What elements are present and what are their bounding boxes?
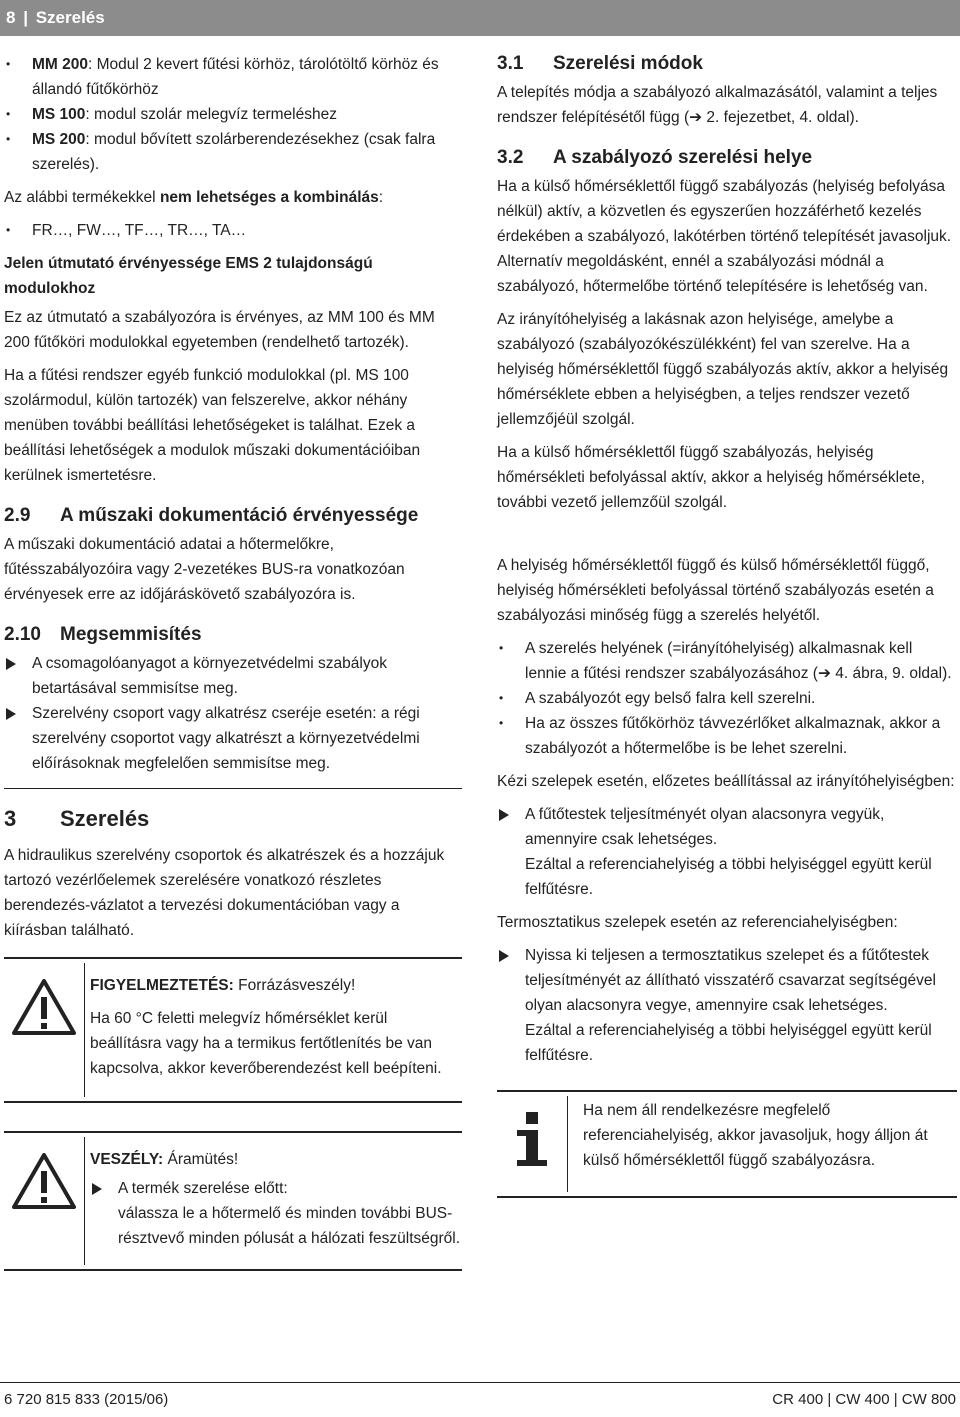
ems-heading: Jelen útmutató érvényessége EMS 2 tulajdonságú modulokhoz	[4, 255, 373, 297]
disposal-list	[4, 651, 462, 776]
combo-note: Az alábbi termékekkel nem lehetséges a kombinálás:	[4, 189, 384, 206]
danger-list	[90, 1176, 462, 1251]
section-2-10-heading: 2.10 Megsemmisítés	[4, 624, 202, 645]
warning-divider	[84, 1137, 85, 1265]
section-3-1-paragraph: A telepítés módja a szabályozó alkalmazásától, valamint a teljes rendszer felépítésétől függ (➔ 2. fejezetbet, 4. oldal).	[497, 84, 938, 126]
info-box	[497, 1090, 957, 1198]
paragraph: Ha a külső hőmérséklettől függő szabályozás (helyiség befolyása nélkül) aktív, a közvetlen és egyszerűen hozzáférhető kezelés érdekében a szabályozó, lakótérben történő telepítését javasoljuk. Alternatív megoldásként, ennél a szabályozási módnál a szabályozó, hőtermelőbe történő telepítésére is lehetőség van.	[497, 178, 952, 295]
info-text: Ha nem áll rendelkezésre megfelelő referenciahelyiség, akkor javasoljuk, hogy álljon át külső hőmérséklettől függő szabályozásra.	[583, 1102, 928, 1169]
chapter-3-paragraph: A hidraulikus szerelvény csoportok és alkatrészek és a hozzájuk tartozó vezérlőelemek szerelésére vonatkozó részletes berendezés-vázlatot a tervezési dokumentációban vagy a kiírásban található.	[4, 847, 445, 939]
warning-triangle-icon	[12, 979, 76, 1035]
list-item: A fűtőtestek teljesítményét olyan alacsonyra vegyük, amennyire csak lehetséges. Ezáltal a referenciahelyiség a többi helyiséggel együtt kerül felfűtésre.	[497, 802, 957, 902]
paragraph: Ha a külső hőmérséklettől függő szabályozás, helyiség hőmérsékleti befolyással aktív, akkor a helyiség hőmérséklete, további vezető jellemzőül szolgál.	[497, 444, 925, 511]
page-number: 8	[6, 8, 16, 27]
header-separator: |	[23, 8, 28, 27]
ems-paragraph-2: Ha a fűtési rendszer egyéb funkció modulokkal (pl. MS 100 szolármodul, külön tartozék) van felszerelve, akkor néhány menüben további beállítási lehetőségeket is találhat. Ezek a beállítási lehetőségek a modulok műszaki dokumentációiban kerülnek ismertetésre.	[4, 367, 421, 484]
warning-box-scald	[4, 957, 462, 1103]
right-column	[497, 52, 957, 1198]
list-item: Nyissa ki teljesen a termosztatikus szelepet és a fűtőtestek teljesítményét az állítható visszatérő csavarzat segítségével olyan alacsonyra vegye, amennyire csak lehetséges. Ezáltal a referenciahelyiség a többi helyiséggel együtt kerül felfűtésre.	[497, 943, 957, 1068]
section-divider	[4, 788, 462, 789]
placement-list	[497, 636, 957, 761]
list-item: A termék szerelése előtt: válassza le a hőtermelő és minden további BUS-résztvevő minden pólusát a hálózati feszültségről.	[90, 1176, 462, 1251]
list-item: • FR…, FW…, TF…, TR…, TA…	[4, 218, 462, 243]
paragraph: Kézi szelepek esetén, előzetes beállítással az irányítóhelyiségben:	[497, 773, 955, 790]
warning-text: Ha 60 °C feletti melegvíz hőmérséklet kerül beállításra vagy ha a termikus fertőtlenítés be van kapcsolva, akkor keverőberendezést kell beépíteni.	[90, 1010, 442, 1077]
paragraph: A helyiség hőmérséklettől függő és külső hőmérséklettől függő, helyiség hőmérsékleti befolyással történő szabályozás esetén a szabályozási minőség függ a szerelés helyétől.	[497, 557, 934, 624]
combo-list	[4, 218, 462, 243]
section-3-1-heading: 3.1 Szerelési módok	[497, 53, 703, 74]
list-item: • MS 200: modul bővített szolárberendezésekhez (csak falra szerelés).	[4, 127, 462, 177]
list-item: • MS 100: modul szolár melegvíz termeléshez	[4, 102, 462, 127]
document-number: 6 720 815 833 (2015/06)	[4, 1391, 169, 1408]
paragraph: Termosztatikus szelepek esetén az referenciahelyiségben:	[497, 914, 898, 931]
section-3-2-heading: 3.2 A szabályozó szerelési helye	[497, 147, 813, 168]
list-item: • A szabályozót egy belső falra kell szerelni.	[497, 686, 957, 711]
list-item: • A szerelés helyének (=irányítóhelyiség) alkalmasnak kell lennie a fűtési rendszer szabályozásához (➔ 4. ábra, 9. oldal).	[497, 636, 957, 686]
list-item: • Ha az összes fűtőkörhöz távvezérlőket alkalmaznak, akkor a szabályozót a hőtermelőbe is be lehet szerelni.	[497, 711, 957, 761]
page-header	[0, 0, 960, 36]
section-2-9-paragraph: A műszaki dokumentáció adatai a hőtermelőkre, fűtésszabályozóira vagy 2-vezetékes BUS-ra vonatkozóan érvényesek erre az időjáráskövető szabályozóra is.	[4, 536, 405, 603]
list-item: A csomagolóanyagot a környezetvédelmi szabályok betartásával semmisítse meg.	[4, 651, 462, 701]
header-section: Szerelés	[35, 8, 105, 27]
ems-paragraph-1: Ez az útmutató a szabályozóra is érvényes, az MM 100 és MM 200 fűtőköri modulokkal egyetemben (rendelhető tartozék).	[4, 309, 435, 351]
list-item: • MM 200: Modul 2 kevert fűtési körhöz, tárolótöltő körhöz és állandó fűtőkörhöz	[4, 52, 462, 102]
left-column	[4, 52, 462, 1271]
section-2-9-heading: 2.9 A műszaki dokumentáció érvényessége	[4, 505, 419, 526]
paragraph: Az irányítóhelyiség a lakásnak azon helyisége, amelybe a szabályozó (szabályozókészülékként) fel van szerelve. Ha a helyiség hőmérséklettől függő szabályozás aktív, akkor a helyiség hőmérséklete ebben a helyiségben, a teljes rendszer vezető jellemzőjéül szolgál.	[497, 311, 949, 428]
info-icon	[509, 1110, 557, 1170]
warning-triangle-icon	[12, 1153, 76, 1209]
manual-valve-list	[497, 802, 957, 902]
warning-box-shock	[4, 1131, 462, 1271]
thermostatic-valve-list	[497, 943, 957, 1068]
list-item: Szerelvény csoport vagy alkatrész cseréje esetén: a régi szerelvény csoportot vagy alkatrészt a környezetvédelmi előírásoknak megfelelően semmisítse meg.	[4, 701, 462, 776]
page-footer	[0, 1382, 960, 1417]
info-divider	[567, 1096, 568, 1192]
warning-divider	[84, 963, 85, 1097]
warning-title: FIGYELMEZTETÉS: Forrázásveszély!	[90, 977, 356, 994]
product-models: CR 400 | CW 400 | CW 800	[772, 1391, 956, 1408]
danger-title: VESZÉLY: Áramütés!	[90, 1151, 239, 1168]
chapter-3-heading: 3 Szerelés	[4, 806, 150, 831]
module-list	[4, 52, 462, 177]
